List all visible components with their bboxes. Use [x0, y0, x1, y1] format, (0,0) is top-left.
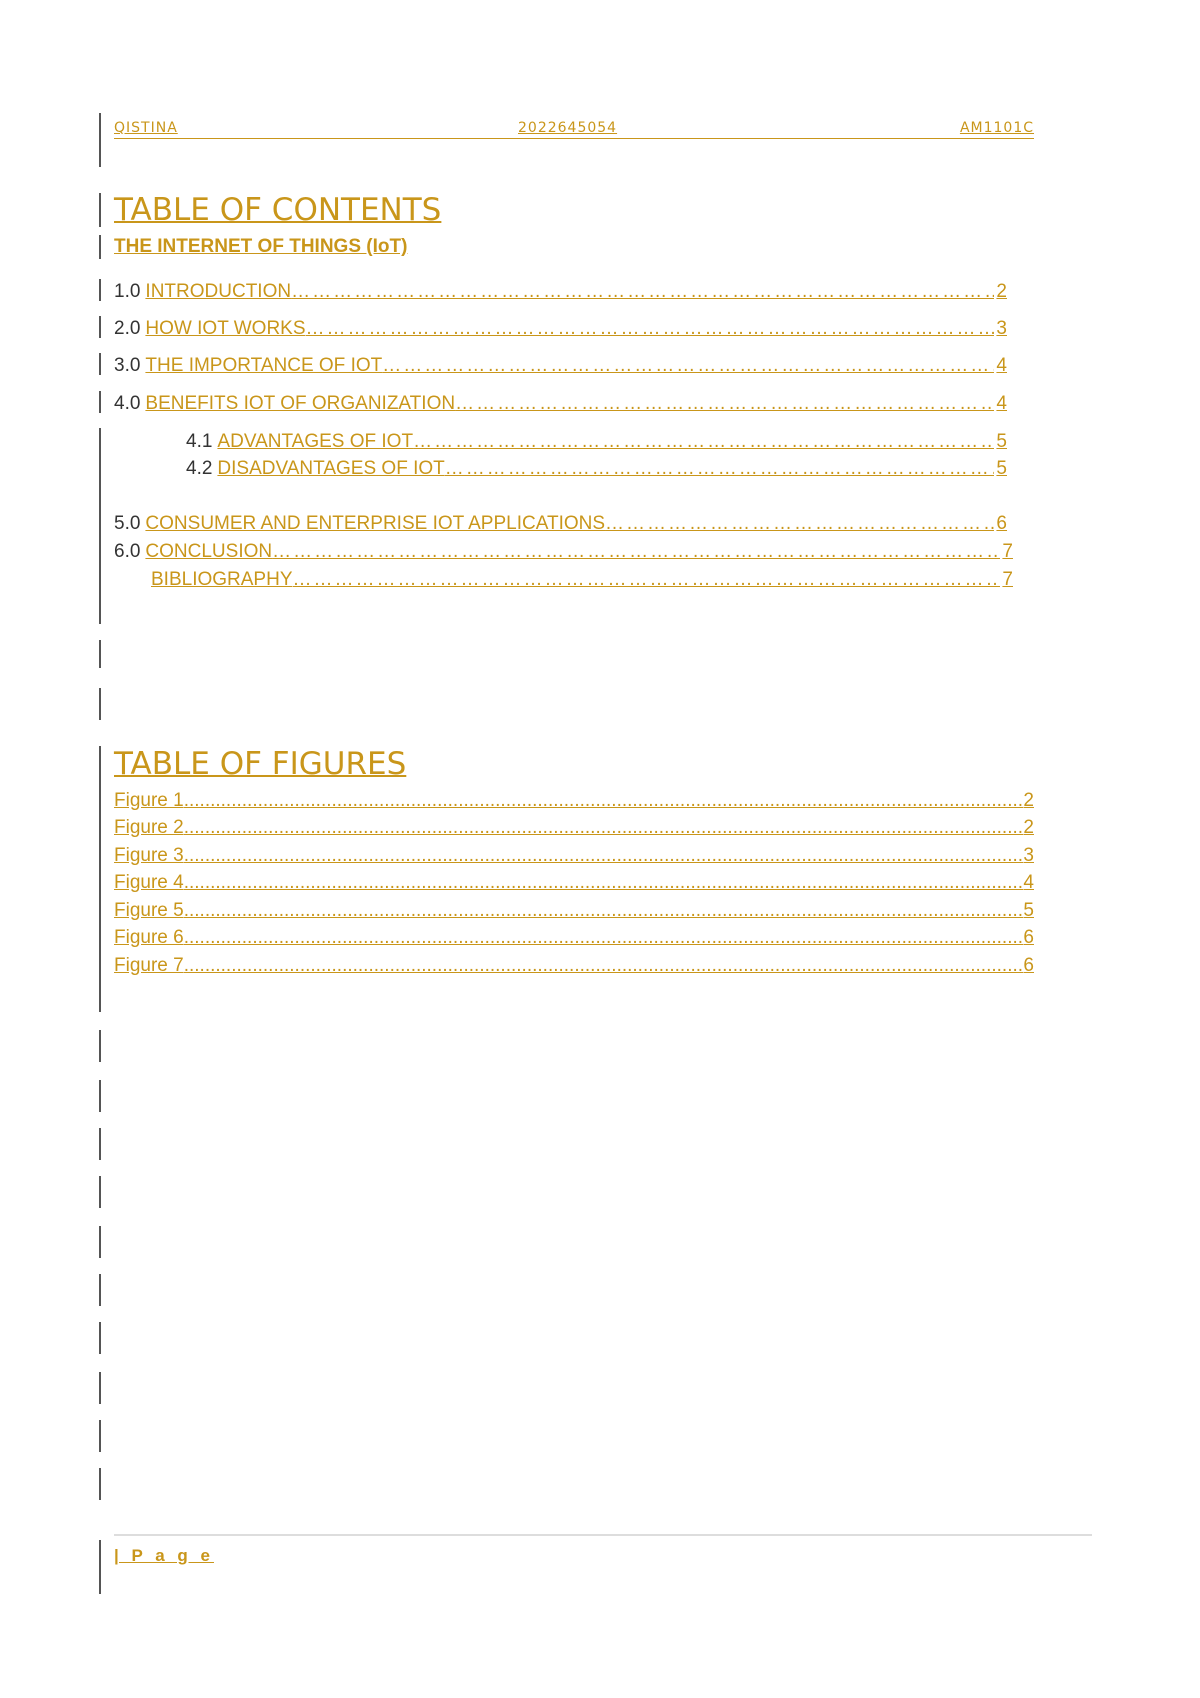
toc-entry-label: ADVANTAGES OF IOT: [217, 431, 414, 452]
toc-subentry[interactable]: [186, 458, 1007, 480]
toc-entry-label: INTRODUCTION: [145, 281, 292, 302]
figure-entry[interactable]: [114, 790, 1034, 812]
toc-leader: [382, 355, 994, 377]
toc-entry-label: CONCLUSION: [145, 541, 273, 562]
toc-entry-link[interactable]: [145, 393, 1007, 415]
figure-entry-page: 2: [1023, 817, 1034, 838]
change-bar: [99, 1080, 101, 1112]
figure-leader: [184, 900, 1024, 922]
toc-entry-page: 4: [996, 355, 1007, 376]
figure-entry-page: 2: [1023, 790, 1034, 811]
toc-entry-number: 4.0: [114, 393, 141, 414]
figure-entry-page: 5: [1023, 900, 1034, 921]
toc-entry-link[interactable]: [145, 541, 1013, 563]
figure-entry-page: 3: [1023, 845, 1034, 866]
toc-entry-page: 4: [996, 393, 1007, 414]
toc-entry[interactable]: [114, 355, 1007, 377]
toc-entry-page: 6: [996, 513, 1007, 534]
figure-entry-page: 4: [1023, 872, 1034, 893]
toc-title: TABLE OF CONTENTS: [114, 192, 442, 228]
change-bar: [99, 1128, 101, 1160]
change-bar: [99, 640, 101, 668]
figure-leader: [184, 817, 1024, 839]
change-bar: [99, 193, 101, 227]
toc-entry[interactable]: [151, 569, 1013, 591]
toc-entry-page: 5: [996, 431, 1007, 452]
toc-entry-link[interactable]: [217, 431, 1007, 453]
toc-entry-label: DISADVANTAGES OF IOT: [217, 458, 445, 479]
change-bar: [99, 1468, 101, 1500]
figure-entry[interactable]: [114, 872, 1034, 894]
change-bar: [99, 235, 101, 259]
toc-entry-number: 4.2: [186, 458, 213, 479]
figure-entry-label: Figure 3: [114, 845, 184, 866]
change-bar: [99, 1372, 101, 1404]
change-bar: [99, 688, 101, 720]
toc-entry-page: 5: [996, 458, 1007, 479]
header-name: QISTINA: [114, 120, 178, 136]
toc-leader: [293, 569, 1001, 591]
figure-entry[interactable]: [114, 817, 1034, 839]
toc-entry-page: 2: [996, 281, 1007, 302]
toc-entry-page: 7: [1002, 541, 1013, 562]
header-student-id: 2022645054: [518, 120, 618, 136]
header-class-code: AM1101C: [959, 120, 1034, 136]
change-bar: [99, 353, 101, 375]
figure-entry[interactable]: [114, 955, 1034, 977]
change-bar: [99, 279, 101, 301]
toc-leader: [413, 431, 994, 453]
toc-entry-link[interactable]: [151, 569, 1013, 591]
toc-entry-label: HOW IOT WORKS: [145, 318, 306, 339]
toc-entry-number: 5.0: [114, 513, 141, 534]
toc-entry-number: 4.1: [186, 431, 213, 452]
toc-entry-link[interactable]: [145, 355, 1007, 377]
toc-entry-link[interactable]: [145, 513, 1007, 535]
change-bar: [99, 1176, 101, 1208]
toc-entry-page: 3: [996, 318, 1007, 339]
figure-leader: [184, 872, 1024, 894]
toc-entry-link[interactable]: [217, 458, 1007, 480]
toc-entry[interactable]: [114, 393, 1007, 415]
figure-leader: [184, 927, 1024, 949]
toc-entry-label: BENEFITS IOT OF ORGANIZATION: [145, 393, 456, 414]
toc-entry-number: 3.0: [114, 355, 141, 376]
toc-leader: [272, 541, 1000, 563]
figure-leader: [184, 845, 1024, 867]
figure-entry[interactable]: [114, 845, 1034, 867]
toc-subtitle: THE INTERNET OF THINGS (IoT): [114, 236, 408, 257]
change-bar: [99, 316, 101, 338]
toc-entry[interactable]: [114, 281, 1007, 303]
toc-leader: [291, 281, 994, 303]
figure-entry-label: Figure 5: [114, 900, 184, 921]
figure-leader: [184, 790, 1024, 812]
toc-entry[interactable]: [114, 541, 1013, 563]
toc-leader: [306, 318, 995, 340]
toc-entry-number: 1.0: [114, 281, 141, 302]
toc-entry[interactable]: [114, 318, 1007, 340]
change-bar: [99, 746, 101, 1012]
change-bar: [99, 1030, 101, 1062]
toc-entry-number: 2.0: [114, 318, 141, 339]
toc-entry-link[interactable]: [145, 318, 1007, 340]
change-bar: [99, 113, 101, 167]
toc-entry-number: 6.0: [114, 541, 141, 562]
toc-leader: [455, 393, 994, 415]
figure-leader: [184, 955, 1024, 977]
figure-entry-label: Figure 1: [114, 790, 184, 811]
figure-entry-label: Figure 4: [114, 872, 184, 893]
figure-entry[interactable]: [114, 900, 1034, 922]
figure-entry-label: Figure 2: [114, 817, 184, 838]
tof-title: TABLE OF FIGURES: [114, 746, 407, 782]
toc-entry-link[interactable]: [145, 281, 1007, 303]
toc-entry-label: THE IMPORTANCE OF IOT: [145, 355, 383, 376]
footer-page-label: | P a g e: [114, 1546, 214, 1565]
change-bar: [99, 1226, 101, 1258]
footer-rule: [114, 1534, 1092, 1536]
figure-entry-label: Figure 6: [114, 927, 184, 948]
change-bar: [99, 1540, 101, 1594]
toc-subentry[interactable]: [186, 431, 1007, 453]
figure-entry[interactable]: [114, 927, 1034, 949]
toc-entry-label: CONSUMER AND ENTERPRISE IOT APPLICATIONS: [145, 513, 606, 534]
change-bar: [99, 428, 101, 624]
change-bar: [99, 1420, 101, 1452]
toc-leader: [605, 513, 994, 535]
change-bar: [99, 391, 101, 413]
toc-leader: [445, 458, 995, 480]
toc-entry-label: BIBLIOGRAPHY: [151, 569, 293, 590]
figure-entry-page: 6: [1023, 955, 1034, 976]
page-header: [114, 118, 1034, 139]
change-bar: [99, 1322, 101, 1354]
figure-entry-label: Figure 7: [114, 955, 184, 976]
figure-entry-page: 6: [1023, 927, 1034, 948]
toc-entry-page: 7: [1002, 569, 1013, 590]
toc-entry[interactable]: [114, 513, 1007, 535]
change-bar: [99, 1274, 101, 1306]
